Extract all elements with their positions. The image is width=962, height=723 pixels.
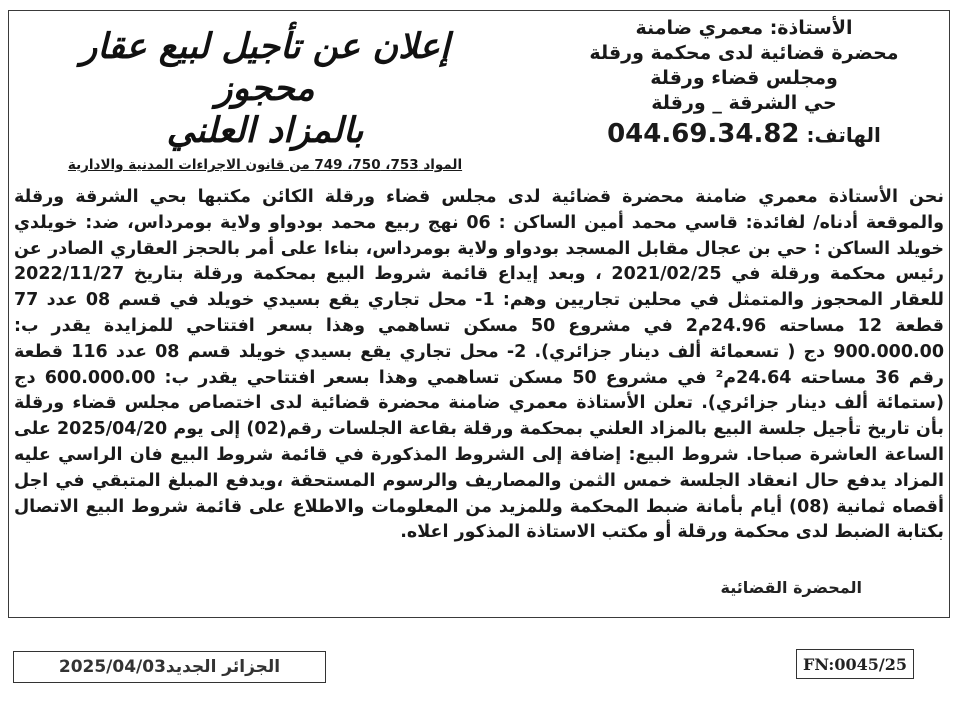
signature: المحضرة القضائية	[720, 578, 862, 597]
title-line-2: بالمزاد العلني	[166, 110, 364, 151]
announcement-body	[14, 185, 944, 546]
phone-number: 044.69.34.82	[607, 119, 800, 149]
newspaper-stamp: الجزائر الجديد2025/04/03	[13, 651, 326, 683]
title-line-1: إعلان عن تأجيل لبيع عقار محجوز	[80, 26, 450, 109]
fn-code-box: FN:0045/25	[796, 649, 914, 679]
law-reference: المواد 753، 750، 749 من قانون الاجراءات المدنية والادارية	[67, 157, 463, 173]
bailiff-address: حي الشرقة _ ورقلة	[651, 92, 837, 114]
body-paragraph: نحن الأستاذة معمري ضامنة محضرة قضائية لدى مجلس قضاء ورقلة الكائن مكتبها بحي الشرقة ورقلة والموقعة أدناه/ لفائدة: قاسي محمد أمين الساكن : 06 نهج ربيع محمد بودواو ولاية بومرداس، ضد: خويلدي خويلد الساكن : حي بن عجال مقابل المسجد بودواو ولاية بومرداس، بناءا على أمر بالحجز العقاري الصادر عن رئيس محكمة ورقلة في 2021/02/25 ، وبعد إيداع قائمة شروط البيع بمحكمة ورقلة بتاريخ 2022/11/27 للعقار المحجوز والمتمثل في محلين تجاريين وهم: 1- محل تجاري يقع بسيدي خويلد في قسم 08 عدد 77 قطعة 12 مساحته 24.96م2 في مشروع 50 مسكن تساهمي وهذا بسعر افتتاحي للمزايدة يقدر ب: 900.000.00 دج ( تسعمائة ألف دينار جزائري). 2- محل تجاري يقع بسيدي خويلد قسم 08 عدد 116 قطعة رقم 36 مساحته 24.64م² في مشروع 50 مسكن تساهمي وهذا بسعر افتتاحي يقدر ب: 600.000.00 دج (ستمائة ألف دينار جزائري). تعلن الأستاذة معمري ضامنة محضرة قضائية لدى اختصاص مجلس قضاء ورقلة بأن تاريخ تأجيل جلسة البيع بالمزاد العلني بمحكمة ورقلة بقاعة الجلسات رقم(02) إلى يوم 2025/04/20 على الساعة العاشرة صباحا. شروط البيع: إضافة إلى الشروط المذكورة في قائمة شروط البيع فان الراسي عليه المزاد يدفع حال انعقاد الجلسة خمس الثمن والمصاريف والرسوم المستحقة ،ويدفع المبلغ المتبقي في اجل أقصاه ثمانية (08) أيام بأمانة ضبط المحكمة وللمزيد من المعلومات والاطلاع على قائمة شروط البيع الاتصال بكتابة الضبط لدى محكمة ورقلة أو مكتب الاستاذة المذكور اعلاه.	[14, 187, 945, 543]
bailiff-phone	[544, 118, 944, 151]
bailiff-title: محضرة قضائية لدى محكمة ورقلة	[589, 42, 899, 64]
announcement-heading	[30, 26, 500, 174]
phone-label: الهاتف:	[806, 123, 881, 147]
bailiff-council: ومجلس قضاء ورقلة	[650, 67, 838, 89]
bailiff-name: الأستاذة: معمري ضامنة	[635, 17, 853, 39]
bailiff-header	[544, 16, 944, 151]
